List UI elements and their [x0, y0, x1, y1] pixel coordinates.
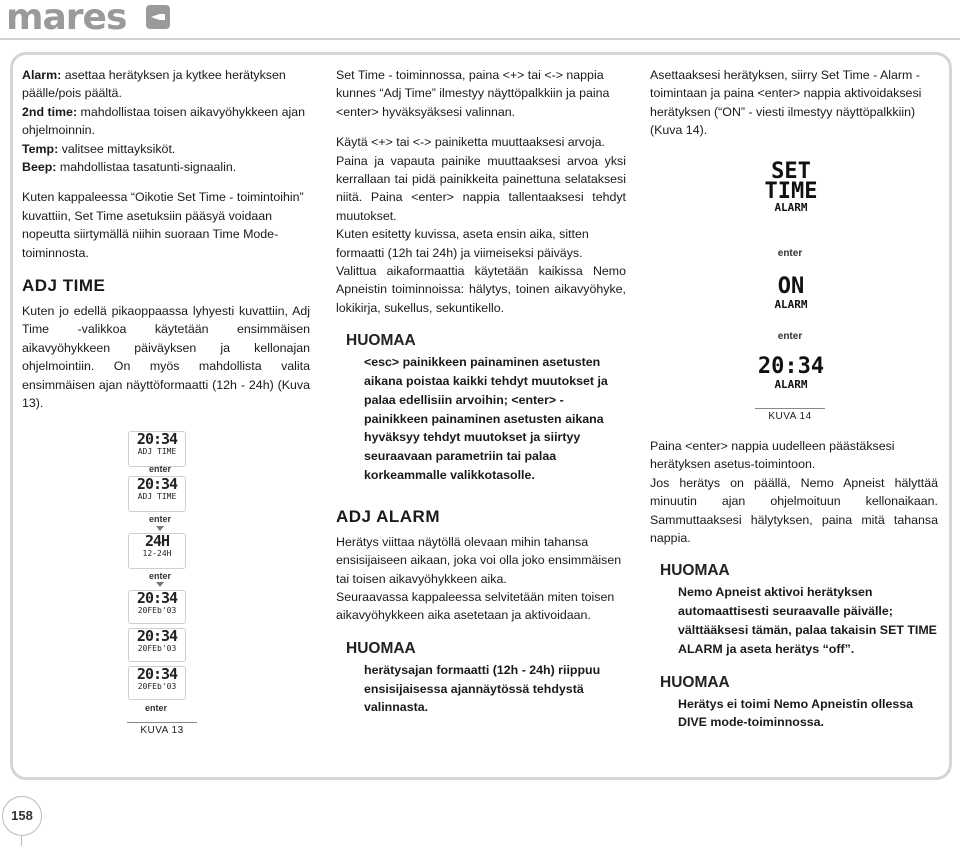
caption-text: KUVA 14	[768, 411, 812, 422]
lcd-screen-on	[758, 276, 824, 312]
lcd-screen-set-time	[758, 159, 824, 214]
lcd-text: ON	[777, 274, 805, 299]
note-box-2	[346, 639, 626, 717]
lcd-screen	[128, 590, 186, 624]
adj-time-heading: ADJ TIME	[22, 276, 106, 296]
note-body: <esc> painikkeen painaminen asetusten aikana poistaa kaikki tehdyt muutokset ja palaa edellisiin arvoihin; <enter> -painikkeen painaminen asetusten aikana hyväksyy tehdyt muutokset ja siirtyy seuraavaan parametriin tai palaa korkeammalle valikkotasolle.	[364, 355, 608, 483]
lcd-time: 20:34	[136, 627, 178, 645]
temp-desc: valitsee mittayksiköt.	[58, 141, 176, 156]
caption-rule	[755, 408, 825, 409]
note-heading: HUOMAA	[660, 673, 730, 691]
beep-term: Beep:	[22, 160, 57, 175]
lcd-label: 20FEb'03	[137, 682, 177, 691]
lcd-screen	[128, 666, 186, 700]
header-rule	[0, 38, 960, 40]
second-zone-paragraph: Seuraavassa kappaleessa selvitetään miten toisen aikavyöhykkeen aika asetetaan ja aktivoidaan.	[336, 590, 615, 623]
lcd-label: ALARM	[774, 378, 808, 391]
lcd-time: 20:34	[136, 475, 178, 493]
enter-label: enter	[148, 514, 171, 524]
arrow-down-icon	[156, 582, 164, 587]
arrow-down-icon	[156, 526, 164, 531]
enter-label: enter	[144, 703, 167, 713]
lcd-label: ALARM	[774, 298, 808, 311]
note-heading: HUOMAA	[346, 639, 416, 657]
lcd-screen	[128, 628, 186, 662]
column-3	[650, 66, 938, 140]
alarm-desc: asettaa herätyksen ja kytkee herätyksen päälle/pois päältä.	[22, 68, 286, 101]
second-time-desc: mahdollistaa toisen aikavyöhykkeen ajan ohjelmoinnin.	[22, 104, 306, 138]
lcd-screen-alarm-time	[752, 356, 830, 392]
lcd-text: TIME	[764, 179, 818, 204]
lcd-label: ADJ TIME	[137, 492, 177, 501]
adj-time-paragraph: Kuten jo edellä pikaoppaassa lyhyesti kuvattiin, Adj Time -valikkoa käytetään ensimmäisen aikavyöhykkeen päiväyksen ja kellonajan ohjelmointiin. On myös mahdollista valita ensimmäisen ajan näyttöformaatti (12h - 24h) (Kuva 13).	[22, 304, 310, 411]
page-number: 158	[2, 796, 42, 836]
alarm-term: Alarm:	[22, 68, 62, 82]
note-box-4	[660, 673, 938, 733]
lcd-text: SET	[771, 159, 811, 184]
press-release-paragraph: Paina ja vapauta painike muuttaaksesi arvoa yksi kerrallaan tai pidä painikkeita painettuna selataksesi niitä. Paina <enter> nappia tallentaaksesi tehdyt muutokset.	[336, 153, 626, 223]
column-3-lower	[650, 437, 938, 732]
lcd-screen	[128, 431, 186, 467]
set-time-paragraph: Set Time - toiminnossa, paina <+> tai <-> nappia kunnes “Adj Time” ilmestyy näyttöpalkkiin ja paina <enter> hyväksyäksesi valinnan.	[336, 68, 610, 119]
enter-label: enter	[148, 571, 171, 581]
set-alarm-paragraph: Asettaaksesi herätyksen, siirry Set Time - Alarm - toimintaan ja paina <enter> nappia aktivoidaksesi herätyksen (“ON” - viesti ilmestyy näyttöpalkkiin) (Kuva 14).	[650, 68, 922, 138]
lcd-label: ALARM	[774, 201, 808, 214]
alarm-paragraph: Herätys viittaa näytöllä olevaan mihin tahansa ensisijaiseen aikaan, joka voi olla joko ensimmäisen tai toisen aikavyöhykkeen aika.	[336, 534, 622, 586]
figure-13-caption	[112, 722, 212, 736]
note-box-1	[346, 331, 626, 485]
press-again-paragraph: Paina <enter> nappia uudelleen päästäksesi herätyksen asetus-toimintoon.	[650, 439, 895, 472]
lcd-text: 20:34	[757, 354, 825, 379]
lcd-time: 20:34	[136, 665, 178, 683]
lcd-time: 20:34	[136, 430, 178, 448]
brand-header	[0, 0, 960, 38]
lcd-label: 12-24H	[142, 549, 172, 558]
settings-list	[22, 66, 310, 176]
enter-label: enter	[777, 331, 803, 342]
column-1	[22, 66, 310, 413]
note-body: Herätys ei toimi Nemo Apneistin ollessa DIVE mode-toiminnossa.	[678, 696, 914, 730]
mares-logo: mares	[6, 0, 127, 38]
enter-label: enter	[777, 248, 803, 259]
alarm-on-paragraph: Jos herätys on päällä, Nemo Apneist hälyttää minuutin ajan ohjelmoituun kellonaikaan. Sammuttaaksesi hälytyksen, paina mitä tahansa nappia.	[650, 475, 938, 546]
column-2	[336, 66, 626, 717]
adj-alarm-heading: ADJ ALARM	[336, 506, 440, 526]
lcd-screen	[128, 533, 186, 569]
mares-logo-mark-icon	[146, 5, 170, 29]
page-number-tick	[21, 836, 22, 846]
shortcut-paragraph: Kuten kappaleessa “Oikotie Set Time - toimintoihin” kuvattiin, Set Time asetuksiin pääsyä voidaan nopeutta siirtymällä niihin suoraan Time Mode-toiminnosta.	[22, 190, 304, 260]
caption-rule	[127, 722, 197, 723]
plus-minus-paragraph: Käytä <+> tai <-> painiketta muuttaaksesi arvoja.	[336, 135, 605, 150]
lcd-screen	[128, 476, 186, 512]
enter-label: enter	[148, 464, 171, 474]
temp-term: Temp:	[22, 141, 59, 156]
note-heading: HUOMAA	[346, 332, 416, 350]
lcd-label: 20FEb'03	[137, 644, 177, 653]
format-paragraph: Valittua aikaformaattia käytetään kaikissa Nemo Apneistin toiminnoissa: hälytys, toinen aikavyöhyke, lokikirja, sukellus, sekuntikello.	[336, 264, 626, 315]
note-body: Nemo Apneist aktivoi herätyksen automaattisesti seuraavalle päivälle; välttääksesi tämän, palaa takaisin SET TIME ALARM ja aseta herätys “off”.	[678, 585, 937, 656]
note-box-3	[660, 561, 938, 658]
lcd-time: 20:34	[136, 589, 178, 607]
note-body: herätysajan formaatti (12h - 24h) riippuu ensisijaisessa ajannäytössä tehdystä valinnasta.	[364, 662, 601, 715]
figure-14-caption	[740, 408, 840, 422]
lcd-label: 20FEb'03	[137, 606, 177, 615]
second-time-term: 2nd time:	[22, 104, 78, 119]
note-heading: HUOMAA	[660, 562, 730, 580]
caption-text: KUVA 13	[140, 725, 184, 736]
lcd-label: ADJ TIME	[137, 447, 177, 456]
beep-desc: mahdollistaa tasatunti-signaalin.	[56, 160, 237, 175]
lcd-time: 24H	[144, 532, 170, 550]
order-paragraph: Kuten esitetty kuvissa, aseta ensin aika, sitten formaatti (12h tai 24h) ja viimeiseksi päiväys.	[336, 227, 589, 260]
